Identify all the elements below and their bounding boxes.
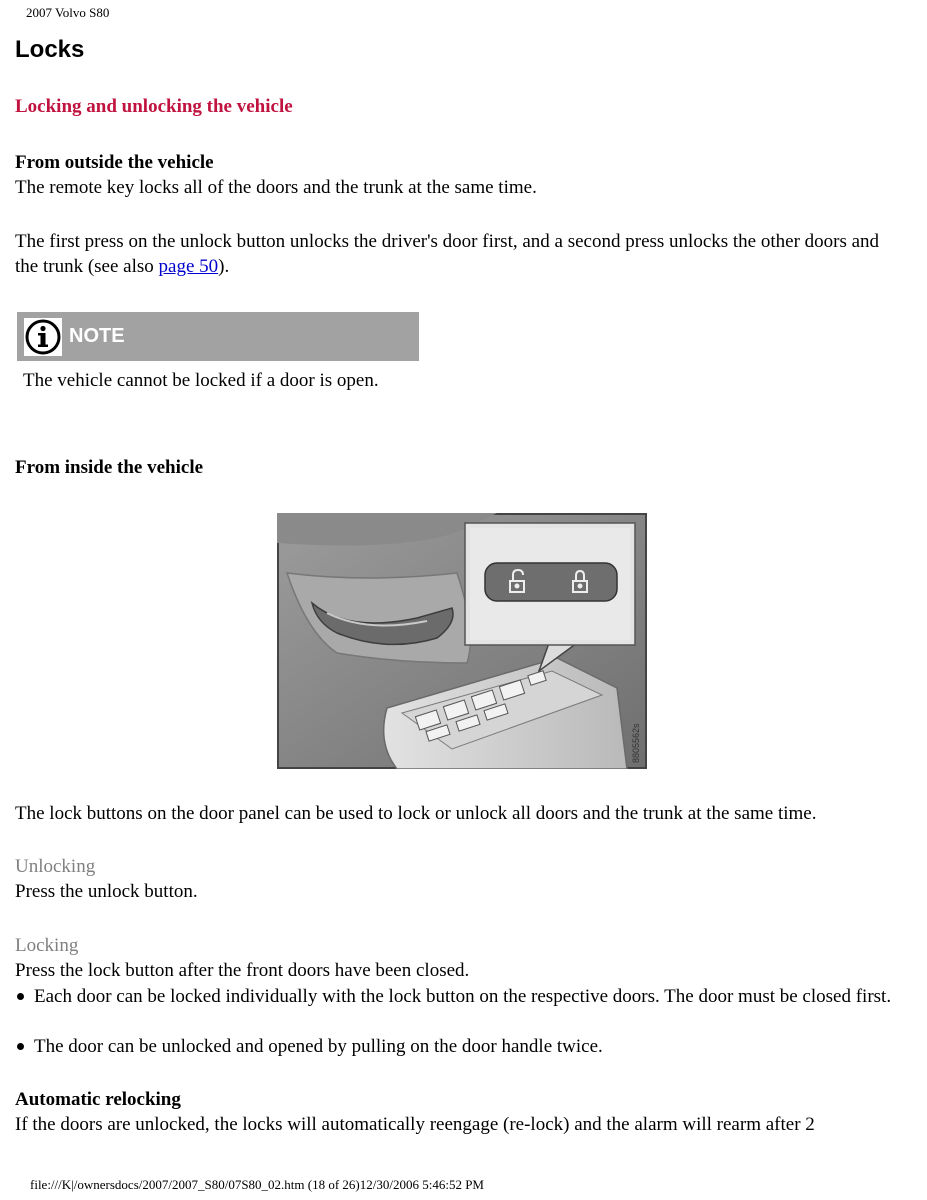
unlocking-text: Press the unlock button. bbox=[15, 881, 198, 902]
list-item bbox=[15, 1034, 905, 1059]
list-item bbox=[15, 984, 905, 1009]
bullet-text: Each door can be locked individually with the lock button on the respective doors. The door must be closed first. bbox=[34, 986, 892, 1007]
bullet-icon bbox=[17, 1043, 24, 1050]
auto-relock-text: If the doors are unlocked, the locks will automatically reengage (re-lock) and the alarm will rearm after 2 bbox=[15, 1114, 815, 1135]
outside-para-2-end: ). bbox=[218, 256, 230, 277]
note-text: The vehicle cannot be locked if a door is open. bbox=[23, 370, 379, 391]
document-header: 2007 Volvo S80 bbox=[26, 5, 110, 20]
lock-buttons-text: The lock buttons on the door panel can be used to lock or unlock all doors and the trunk at the same time. bbox=[15, 803, 817, 824]
bullet-icon bbox=[17, 993, 24, 1000]
note-banner bbox=[17, 312, 419, 361]
locking-text: Press the lock button after the front doors have been closed. bbox=[15, 960, 470, 981]
door-panel-illustration bbox=[277, 513, 647, 769]
figure-code: 8805562s bbox=[631, 723, 641, 763]
page-title: Locks bbox=[15, 36, 85, 63]
locking-heading: Locking bbox=[15, 935, 79, 956]
inside-heading: From inside the vehicle bbox=[15, 457, 204, 478]
outside-para-2 bbox=[15, 229, 905, 279]
page-50-link[interactable]: page 50 bbox=[158, 256, 219, 277]
section-title: Locking and unlocking the vehicle bbox=[15, 96, 293, 117]
unlocking-heading: Unlocking bbox=[15, 856, 96, 877]
footer-path: file:///K|/ownersdocs/2007/2007_S80/07S80_02.htm (18 of 26)12/30/2006 5:46:52 PM bbox=[30, 1177, 484, 1192]
note-label: NOTE bbox=[69, 325, 125, 347]
outside-para-2-text: The first press on the unlock button unlocks the driver's door first, and a second press unlocks the other doors and the trunk (see also bbox=[15, 231, 880, 277]
outside-heading: From outside the vehicle bbox=[15, 152, 214, 173]
bullet-text: The door can be unlocked and opened by pulling on the door handle twice. bbox=[34, 1036, 603, 1057]
info-icon bbox=[24, 318, 62, 356]
outside-para-1: The remote key locks all of the doors and the trunk at the same time. bbox=[15, 177, 537, 198]
auto-relock-heading: Automatic relocking bbox=[15, 1089, 181, 1110]
